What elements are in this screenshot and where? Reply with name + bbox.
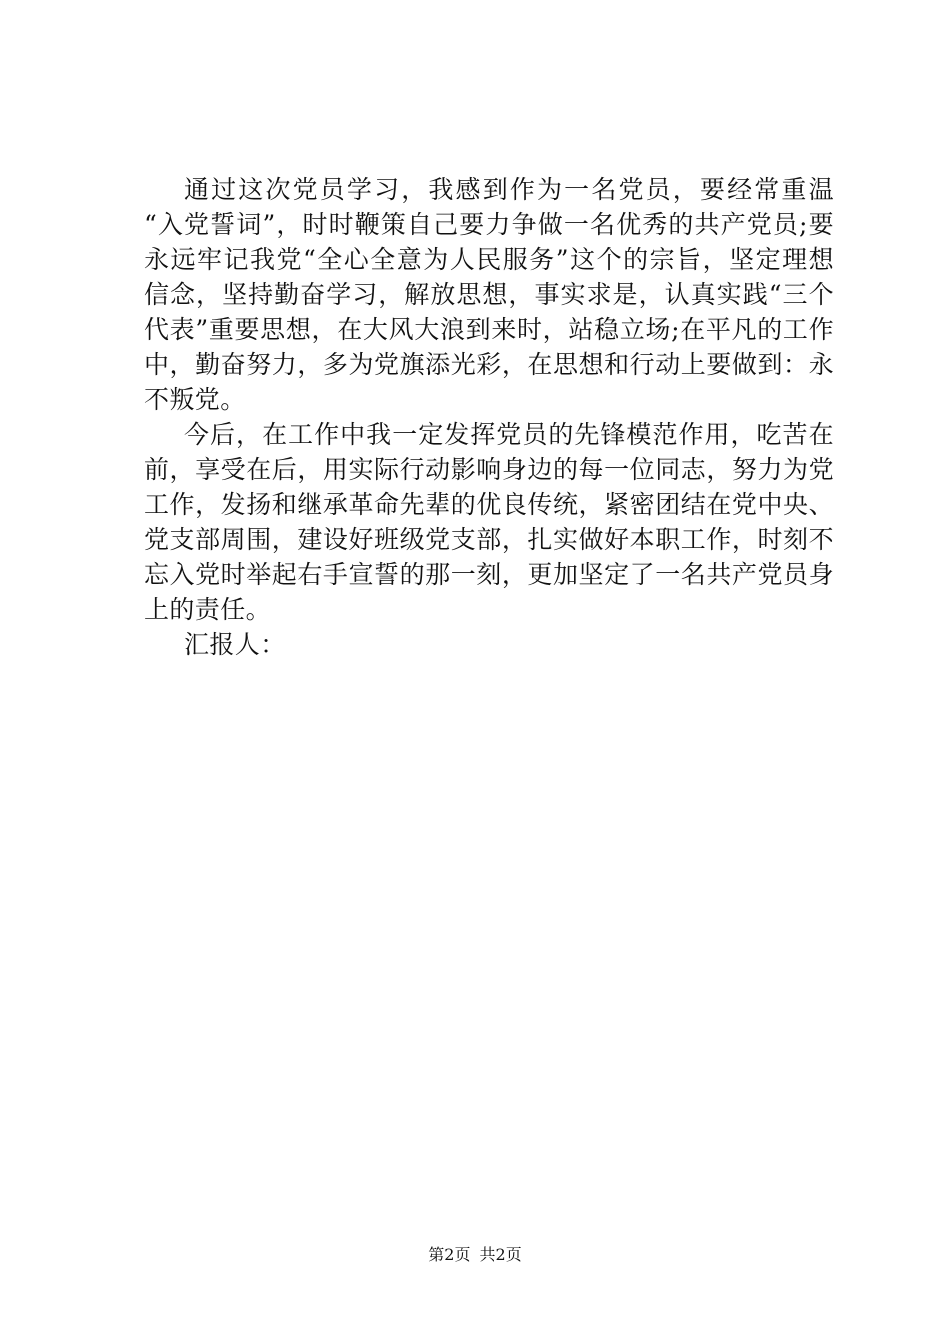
signature-paragraph — [144, 627, 834, 662]
paragraph-line: 上的责任。 — [144, 595, 272, 624]
paragraph-line: 忘入党时举起右手宣誓的那一刻，更加坚定了一名共产党员身 — [144, 560, 834, 589]
reporter-label: 汇报人： — [184, 630, 286, 659]
paragraph-line: 永远牢记我党“全心全意为人民服务”这个的宗旨，坚定理想 — [144, 245, 834, 274]
paragraph-1 — [144, 172, 834, 417]
paragraph-line: 信念，坚持勤奋学习，解放思想，事实求是，认真实践“三个 — [144, 280, 834, 309]
paragraph-line: 今后，在工作中我一定发挥党员的先锋模范作用，吃苦在 — [184, 420, 834, 449]
paragraph-line: 工作，发扬和继承革命先辈的优良传统，紧密团结在党中央、 — [144, 490, 834, 519]
paragraph-line: 通过这次党员学习，我感到作为一名党员，要经常重温 — [184, 175, 834, 204]
paragraph-line: “入党誓词”，时时鞭策自己要力争做一名优秀的共产党员;要 — [144, 210, 834, 239]
document-body — [144, 172, 834, 662]
paragraph-line: 前，享受在后，用实际行动影响身边的每一位同志，努力为党 — [144, 455, 834, 484]
page-total: 共2页 — [479, 1245, 522, 1264]
paragraph-line: 不叛党。 — [144, 385, 246, 414]
paragraph-line: 中，勤奋努力，多为党旗添光彩，在思想和行动上要做到：永 — [144, 350, 834, 379]
page-footer — [0, 1244, 950, 1266]
paragraph-2 — [144, 417, 834, 627]
page-number: 第2页 — [428, 1245, 471, 1264]
paragraph-line: 党支部周围，建设好班级党支部，扎实做好本职工作，时刻不 — [144, 525, 834, 554]
paragraph-line: 代表”重要思想，在大风大浪到来时，站稳立场;在平凡的工作 — [144, 315, 834, 344]
